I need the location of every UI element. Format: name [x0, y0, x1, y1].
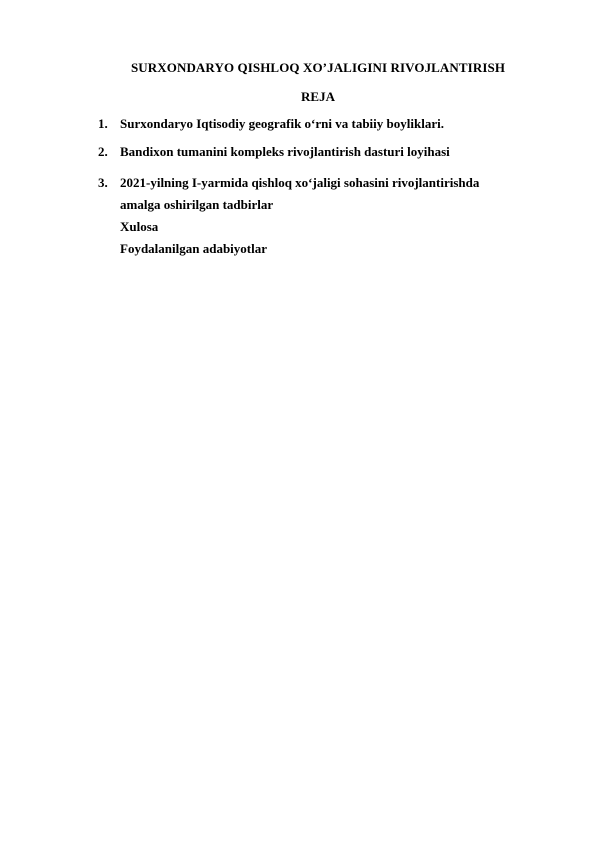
- plan-item-3: [98, 175, 479, 191]
- plan-item-2: [98, 144, 450, 160]
- document-title: SURXONDARYO QISHLOQ XO’JALIGINI RIVOJLANTIRISH: [130, 60, 506, 75]
- plan-item-number: 1.: [98, 116, 108, 131]
- plan-item-text: Bandixon tumanini kompleks rivojlantirish dasturi loyihasi: [120, 144, 450, 159]
- plan-item-conclusion: Xulosa: [120, 219, 159, 234]
- plan-item-text: Surxondaryo Iqtisodiy geografik o‘rni va tabiiy boyliklari.: [120, 116, 444, 131]
- plan-item-number: 3.: [98, 175, 108, 190]
- plan-item-text: 2021-yilning I-yarmida qishloq xo‘jaligi sohasini rivojlantirishda: [120, 175, 480, 190]
- plan-item-references: Foydalanilgan adabiyotlar: [120, 241, 267, 256]
- plan-heading: REJA: [301, 89, 335, 104]
- plan-item-number: 2.: [98, 144, 108, 159]
- plan-item-1: [98, 116, 444, 132]
- plan-item-3-continuation: amalga oshirilgan tadbirlar: [120, 197, 274, 212]
